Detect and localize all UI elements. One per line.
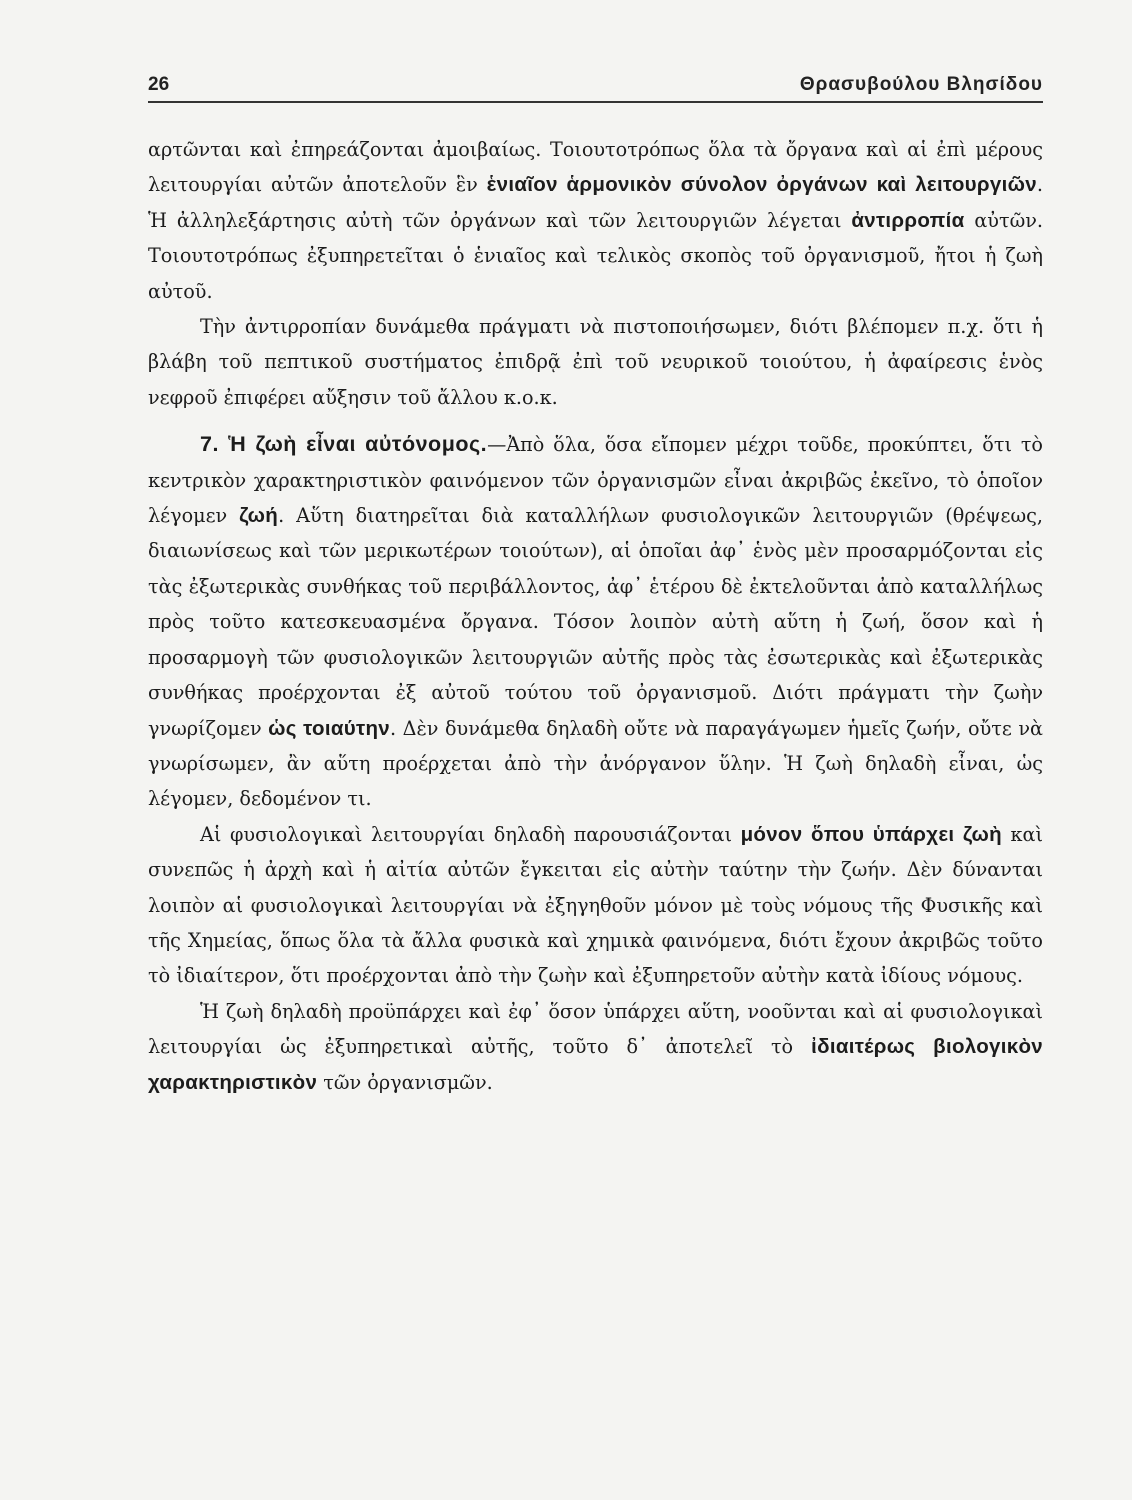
bold-phrase: ὡς τοιαύτην — [268, 716, 390, 740]
paragraph-5 — [148, 994, 1043, 1100]
body-text — [148, 132, 1043, 1100]
text-run: αρτῶνται καὶ ἐπηρεάζονται ἀμοιβαίως. Τοιουτοτρόπως ὅλα τὰ ὄργανα καὶ αἱ ἐπὶ μέρους λειτουργίαι αὐτῶν ἀποτελοῦν ἓν — [148, 138, 1043, 197]
page-header — [148, 74, 1043, 102]
text-run: αὐτῶν. Τοιουτοτρόπως ἐξυπηρετεῖται ὁ ἑνιαῖος καὶ τελικὸς σκοπὸς τοῦ ὀργανισμοῦ, ἤτοι ἡ ζωὴ αὐτοῦ. — [148, 208, 1043, 303]
text-run: . Δὲν δυνάμεθα δηλαδὴ οὔτε νὰ παραγάγωμεν ἡμεῖς ζωήν, οὔτε νὰ γνωρίσωμεν, ἂν αὕτη προέρχεται ἀπὸ τὴν ἀνόργανον ὕλην. Ἡ ζωὴ δηλαδὴ εἶναι, ὡς λέγομεν, δεδομένον τι. — [148, 716, 1043, 811]
bold-phrase: μόνον ὅπου ὑπάρχει ζωὴ — [740, 822, 1002, 846]
text-run: —Ἀπὸ ὅλα, ὅσα εἴπομεν μέχρι τοῦδε, προκύπτει, ὅτι τὸ κεντρικὸν χαρακτηριστικὸν φαινόμενον τῶν ὀργανισμῶν εἶναι ἀκριβῶς ἐκεῖνο, τὸ ὁποῖον λέγομεν — [148, 433, 1043, 528]
text-run: Αἱ φυσιολογικαὶ λειτουργίαι δηλαδὴ παρουσιάζονται — [200, 822, 741, 846]
running-head-author: Θρασυβούλου Βλησίδου — [799, 74, 1043, 95]
page-number: 26 — [148, 74, 170, 95]
text-run: . Αὕτη διατηρεῖται διὰ καταλλήλων φυσιολογικῶν λειτουργιῶν (θρέψεως, διαιωνίσεως καὶ τῶν μερικωτέρων τοιούτων), αἱ ὁποῖαι ἀφ᾿ ἑνὸς μὲν προσαρμόζονται εἰς τὰς ἐξωτερικὰς συνθήκας τοῦ περιβάλλοντος, ἀφ᾿ ἑτέρου δὲ ἐκτελοῦνται ἀπὸ καταλλήλως πρὸς τοῦτο κατεσκευασμένα ὄργανα. Τόσον λοιπὸν αὐτὴ αὕτη ἡ ζωή, ὅσον καὶ ἡ προσαρμογὴ τῶν φυσιολογικῶν λειτουργιῶν αὐτῆς πρὸς τὰς ἐσωτερικὰς καὶ ἐξωτερικὰς συνθήκας προέρχονται ἐξ αὐτοῦ τούτου τοῦ ὀργανισμοῦ. Διότι πράγματι τὴν ζωὴν γνωρίζομεν — [148, 504, 1043, 740]
text-run: τῶν ὀργανισμῶν. — [317, 1070, 493, 1094]
text-run: . Ἡ ἀλληλεξάρτησις αὐτὴ τῶν ὀργάνων καὶ τῶν λειτουργιῶν λέγεται — [148, 173, 1043, 232]
paragraph-4 — [148, 817, 1043, 994]
bold-term: ἀντιρροπία — [851, 208, 965, 232]
section-title: 7. Ἡ ζωὴ εἶναι αὐτόνομος. — [200, 432, 488, 457]
bold-phrase: ἰδιαιτέρως βιολογικὸν χαρακτηριστικὸν — [148, 1035, 1044, 1094]
bold-phrase: ἑνιαῖον ἁρμονικὸν σύνολον ὀργάνων καὶ λειτουργιῶν — [486, 173, 1037, 197]
text-run: Ἡ ζωὴ δηλαδὴ προϋπάρχει καὶ ἐφ᾿ ὅσον ὑπάρχει αὕτη, νοοῦνται καὶ αἱ φυσιολογικαὶ λειτουργίαι ὡς ἐξυπηρετικαὶ αὐτῆς, τοῦτο δ᾿ ἀποτελεῖ τὸ — [148, 999, 1043, 1059]
paragraph-2: Τὴν ἀντιρροπίαν δυνάμεθα πράγματι νὰ πιστοποιήσωμεν, διότι βλέπομεν π.χ. ὅτι ἡ βλάβη τοῦ πεπτικοῦ συστήματος ἐπιδρᾷ ἐπὶ τοῦ νευρικοῦ τοιούτου, ἡ ἀφαίρεσις ἑνὸς νεφροῦ ἐπιφέρει αὔξησιν τοῦ ἄλλου κ.ο.κ. — [148, 315, 1043, 409]
header-rule — [148, 101, 1043, 103]
section-7-paragraph — [148, 427, 1043, 816]
paragraph-1 — [148, 132, 1043, 309]
bold-term: ζωή — [239, 504, 279, 528]
text-run: καὶ συνεπῶς ἡ ἀρχὴ καὶ ἡ αἰτία αὐτῶν ἔγκειται εἰς αὐτὴν ταύτην τὴν ζωήν. Δὲν δύνανται λοιπὸν αἱ φυσιολογικαὶ λειτουργίαι νὰ ἐξηγηθοῦν μόνον μὲ τοὺς νόμους τῆς Φυσικῆς καὶ τῆς Χημείας, ὅπως ὅλα τὰ ἄλλα φυσικὰ καὶ χημικὰ φαινόμενα, διότι ἔχουν ἀκριβῶς τοῦτο τὸ ἰδιαίτερον, ὅτι προέρχονται ἀπὸ τὴν ζωὴν καὶ ἐξυπηρετοῦν αὐτὴν κατὰ ἰδίους νόμους. — [148, 822, 1043, 988]
